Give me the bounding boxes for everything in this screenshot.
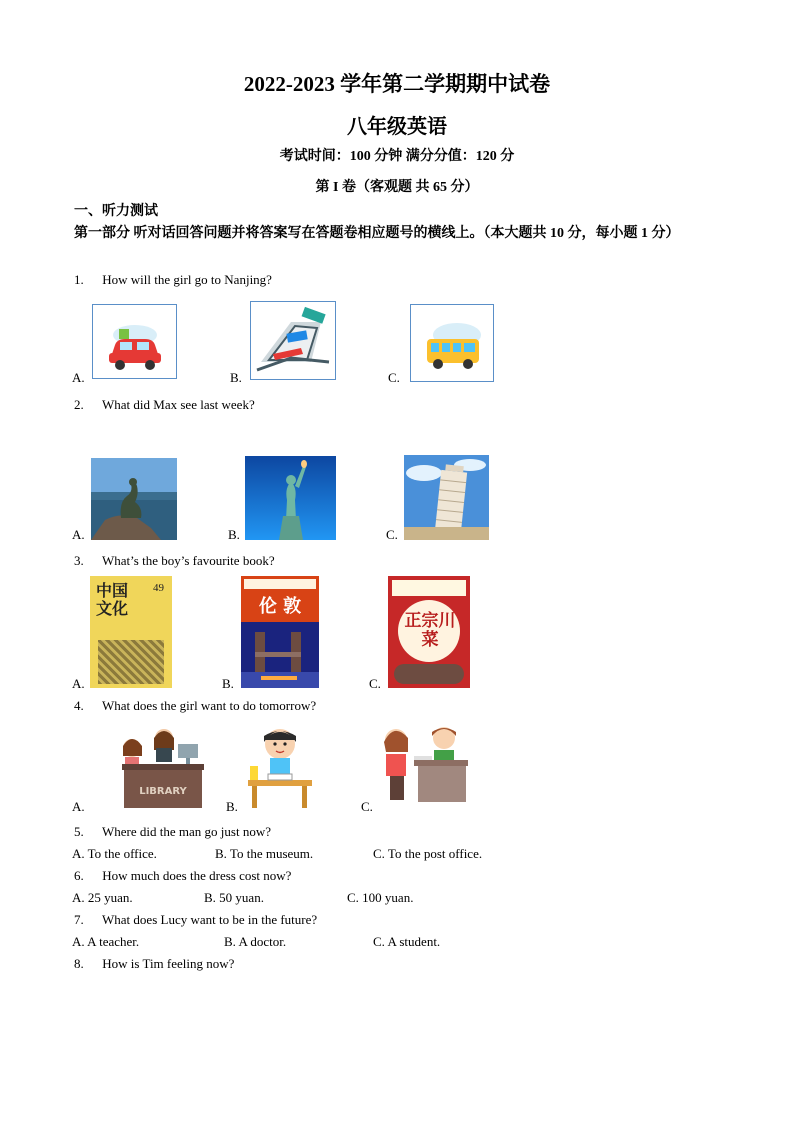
option-label-a: A. <box>72 527 85 542</box>
option-label-c: C. <box>369 676 381 691</box>
question-text: How much does the dress cost now? <box>102 868 292 883</box>
option-label-c: C. <box>388 370 400 385</box>
question-number: 8. <box>74 956 84 971</box>
option-c: C. To the post office. <box>373 846 483 861</box>
option-label-a: A. <box>72 799 85 814</box>
question-text: What’s the boy’s favourite book? <box>102 553 275 568</box>
studying-boy-illustration <box>244 722 314 808</box>
question-text: What does Lucy want to be in the future? <box>102 912 318 927</box>
train-icon <box>250 301 336 380</box>
question-6 <box>74 868 291 884</box>
option-b: B. To the museum. <box>215 846 314 861</box>
bus-icon <box>410 304 494 382</box>
section-heading: 一、听力测试 <box>74 204 158 219</box>
option-label-b: B. <box>222 676 234 691</box>
option-label-c: C. <box>361 799 373 814</box>
little-mermaid-photo <box>91 458 177 540</box>
question-number: 1. <box>74 272 84 287</box>
statue-of-liberty-photo <box>245 456 336 540</box>
question-number: 2. <box>74 397 84 412</box>
library-sign: LIBRARY <box>139 786 187 797</box>
post-office-counter-illustration <box>378 722 470 808</box>
question-7 <box>74 912 317 928</box>
option-label-a: A. <box>72 676 85 691</box>
question-text: How will the girl go to Nanjing? <box>102 272 272 287</box>
option-label-b: B. <box>228 527 240 542</box>
question-text: Where did the man go just now? <box>102 824 271 839</box>
question-1 <box>74 272 272 288</box>
option-b: B. 50 yuan. <box>204 890 264 905</box>
book-title: 中国文化 <box>96 581 129 618</box>
question-2 <box>74 397 255 413</box>
question-number: 5. <box>74 824 84 839</box>
question-5 <box>74 824 271 840</box>
option-a: A. 25 yuan. <box>72 890 133 905</box>
exam-part-heading: 第 I 卷（客观题 共 65 分） <box>315 180 479 195</box>
option-c: C. 100 yuan. <box>347 890 414 905</box>
leaning-tower-photo <box>404 455 489 540</box>
car-icon <box>92 304 177 379</box>
london-book-cover <box>241 576 319 688</box>
book-number: 49 <box>153 582 164 594</box>
sichuan-cuisine-book-cover <box>388 576 470 688</box>
book-title: 伦 敦 <box>258 596 302 617</box>
library-illustration <box>118 722 206 808</box>
option-label-b: B. <box>226 799 238 814</box>
question-number: 6. <box>74 868 84 883</box>
option-c: C. A student. <box>373 934 441 949</box>
option-label-c: C. <box>386 527 398 542</box>
book-title: 正宗川菜 <box>404 611 456 650</box>
question-3 <box>74 553 275 569</box>
question-4 <box>74 698 316 714</box>
question-text: What does the girl want to do tomorrow? <box>102 698 317 713</box>
question-number: 3. <box>74 553 84 568</box>
question-text: How is Tim feeling now? <box>102 956 235 971</box>
exam-subject: 八年级英语 <box>347 116 447 138</box>
option-a: A. A teacher. <box>72 934 140 949</box>
question-8 <box>74 956 234 972</box>
section-description: 第一部分 听对话回答问题并将答案写在答题卷相应题号的横线上。（本大题共 10 分，每小题 1 分） <box>74 226 680 241</box>
option-label-a: A. <box>72 370 85 385</box>
option-a: A. To the office. <box>72 846 157 861</box>
option-b: B. A doctor. <box>224 934 287 949</box>
exam-title: 2022-2023 学年第二学期期中试卷 <box>243 72 551 96</box>
question-text: What did Max see last week? <box>102 397 255 412</box>
option-label-b: B. <box>230 370 242 385</box>
chinese-culture-book-cover <box>90 576 172 688</box>
exam-info: 考试时间：100 分钟 满分分值：120 分 <box>279 149 515 164</box>
question-number: 7. <box>74 912 84 927</box>
question-number: 4. <box>74 698 84 713</box>
